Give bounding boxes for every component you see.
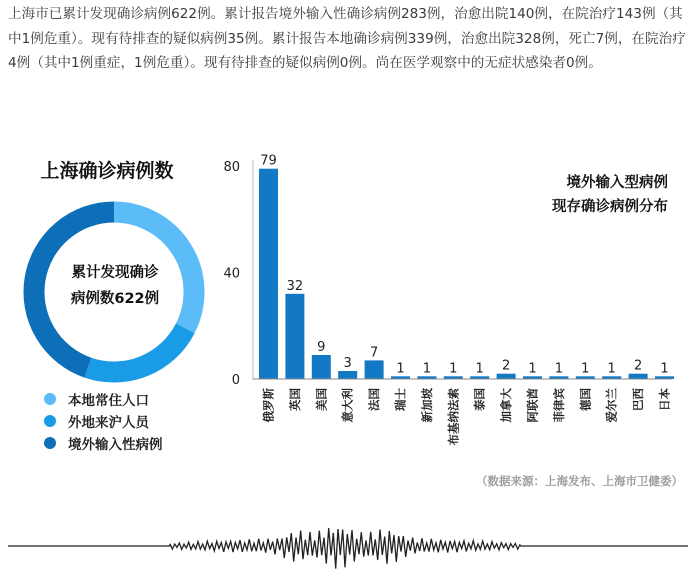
- x-category-label: 泰国: [472, 388, 487, 411]
- y-tick-label: 0: [231, 373, 240, 388]
- y-axis-ticks: [223, 160, 240, 388]
- y-tick-label: 40: [223, 266, 240, 282]
- legend-label-imported: 境外输入性病例: [68, 437, 163, 453]
- bar: [497, 374, 516, 379]
- x-category-label: 阿联酋: [525, 388, 540, 423]
- source-note: （数据来源：上海发布、上海市卫健委）: [476, 474, 683, 488]
- bar-value-label: 2: [501, 358, 511, 374]
- donut-center-line1: 累计发现确诊: [71, 265, 159, 281]
- bar-value-label: 1: [554, 361, 564, 377]
- x-category-label: 爱尔兰: [604, 388, 619, 423]
- bar-value-label: 1: [449, 361, 458, 377]
- bar-value-label: 7: [369, 345, 379, 361]
- x-category-label: 巴西: [631, 388, 646, 411]
- bar-value-label: 79: [260, 153, 277, 169]
- x-category-label: 加拿大: [499, 387, 514, 423]
- x-category-label: 意大利: [340, 388, 355, 423]
- x-category-label: 德国: [578, 388, 593, 411]
- x-category-label: 俄罗斯: [261, 388, 276, 423]
- x-category-label: 新加坡: [419, 388, 434, 423]
- bar-value-label: 1: [607, 361, 616, 377]
- intro-paragraph: 上海市已累计发现确诊病例622例。累计报告境外输入性确诊病例283例，治愈出院140例，在院治疗143例（其中1例危重）。现有待排查的疑似病例35例。累计报告本地确诊病例339例，治愈出院328例，死亡7例，在院治疗4例（其中1例重症，1例危重）。现有待排查的疑似病例0例。尚在医学观察中的无症状感染者0例。: [8, 6, 686, 71]
- x-category-label: 英国: [287, 388, 302, 411]
- bar: [312, 355, 331, 379]
- sound-wave-divider: [0, 510, 695, 578]
- legend-label-local: 本地常住人口: [68, 393, 149, 409]
- y-tick-label: 80: [223, 160, 240, 175]
- x-category-label: 菲律宾: [551, 388, 566, 423]
- chart-subtitle: 现存确诊病例分布: [552, 199, 668, 215]
- bar-value-label: 32: [286, 278, 304, 294]
- bar-value-label: 1: [422, 361, 432, 377]
- donut-center-line2: 病例数622例: [70, 291, 160, 307]
- x-category-label: 日本: [657, 388, 672, 411]
- bar-value-label: 1: [528, 361, 537, 377]
- bar-value-label: 9: [317, 340, 326, 355]
- bar-value-label: 1: [660, 361, 669, 377]
- bar: [285, 294, 304, 379]
- bar: [259, 169, 278, 379]
- bar: [629, 374, 648, 379]
- donut-title: 上海确诊病例数: [40, 160, 174, 182]
- bars-group: [259, 154, 674, 446]
- bar-value-label: 1: [581, 361, 590, 377]
- wave-path: [170, 528, 520, 569]
- bar: [338, 371, 357, 379]
- bar: [365, 360, 384, 379]
- chart-title: 境外输入型病例: [566, 175, 668, 191]
- bar-value-label: 1: [475, 361, 484, 377]
- x-category-label: 法国: [367, 388, 382, 411]
- bar-value-label: 2: [633, 358, 643, 374]
- x-category-label: 瑞士: [393, 388, 408, 411]
- x-category-label: 美国: [314, 388, 329, 411]
- bar-value-label: 1: [396, 361, 405, 377]
- bar-value-label: 3: [343, 356, 352, 371]
- x-category-label: 布基纳法索: [446, 388, 461, 446]
- legend-label-outside: 外地来沪人员: [68, 415, 149, 431]
